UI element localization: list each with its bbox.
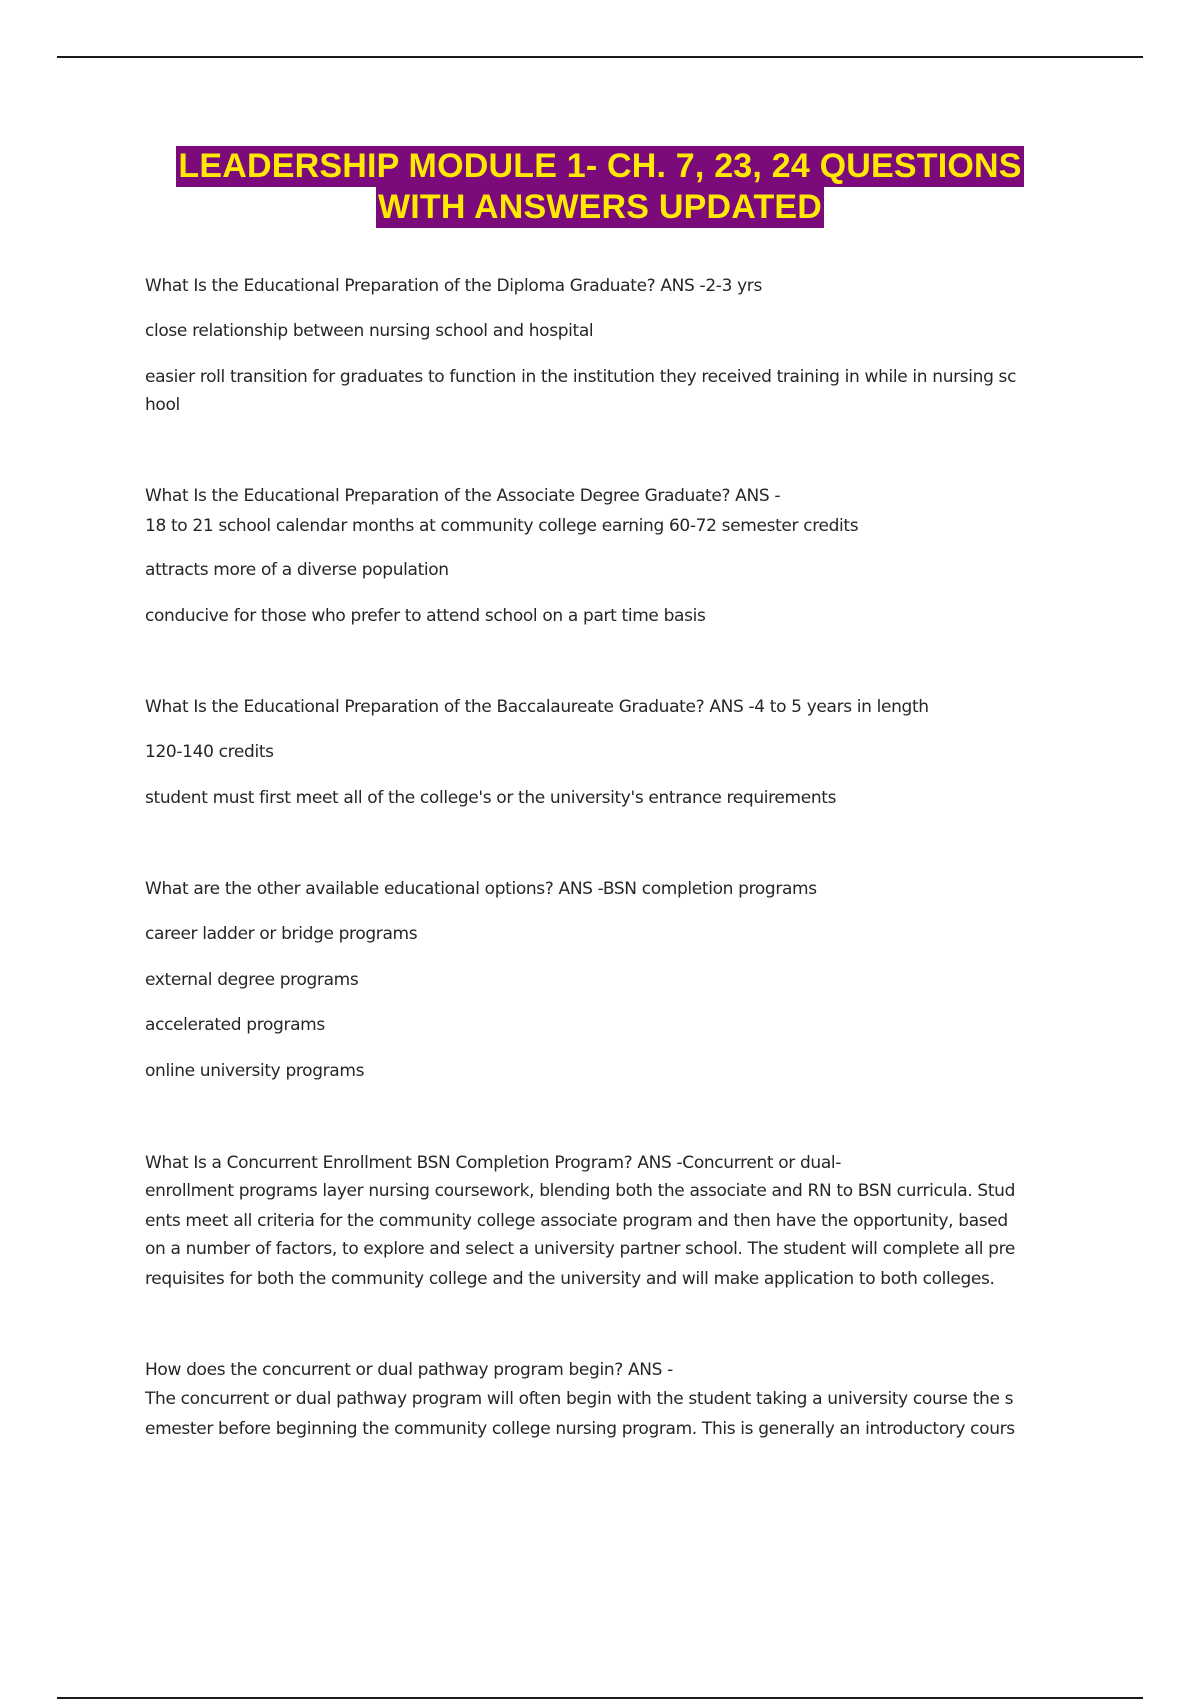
question-concurrent-enrollment: What Is a Concurrent Enrollment BSN Completion Program? ANS -Concurrent or dual- (145, 1153, 842, 1173)
answer-line: close relationship between nursing school and hospital (145, 321, 594, 341)
answer-line: student must first meet all of the college's or the university's entrance requirements (145, 788, 837, 808)
answer-line: external degree programs (145, 970, 359, 990)
answer-line: requisites for both the community college and the university and will make application to both colleges. (145, 1269, 995, 1289)
answer-line: ents meet all criteria for the community college associate program and then have the opportunity, based (145, 1211, 1008, 1231)
title-line-2: WITH ANSWERS UPDATED (377, 188, 823, 226)
answer-line: enrollment programs layer nursing coursework, blending both the associate and RN to BSN curricula. Stud (145, 1181, 1016, 1201)
answer-line: easier roll transition for graduates to function in the institution they received training in while in nursing sc (145, 367, 1017, 387)
answer-line: 18 to 21 school calendar months at community college earning 60-72 semester credits (145, 516, 859, 536)
answer-line: online university programs (145, 1061, 365, 1081)
answer-line: hool (145, 395, 180, 415)
question-diploma: What Is the Educational Preparation of the Diploma Graduate? ANS -2-3 yrs (145, 276, 762, 296)
bottom-rule (57, 1697, 1143, 1699)
question-baccalaureate: What Is the Educational Preparation of the Baccalaureate Graduate? ANS -4 to 5 years in length (145, 697, 929, 717)
top-rule (57, 56, 1143, 58)
answer-line: career ladder or bridge programs (145, 924, 418, 944)
answer-line: on a number of factors, to explore and select a university partner school. The student will complete all pre (145, 1239, 1015, 1259)
answer-line: emester before beginning the community college nursing program. This is generally an introductory cours (145, 1419, 1015, 1439)
answer-line: 120-140 credits (145, 742, 274, 762)
question-dual-pathway: How does the concurrent or dual pathway program begin? ANS - (145, 1360, 673, 1380)
answer-line: The concurrent or dual pathway program will often begin with the student taking a university course the s (145, 1389, 1014, 1409)
question-associate: What Is the Educational Preparation of the Associate Degree Graduate? ANS - (145, 486, 781, 506)
title-line-1: LEADERSHIP MODULE 1- CH. 7, 23, 24 QUESTIONS (178, 147, 1022, 185)
question-other-options: What are the other available educational options? ANS -BSN completion programs (145, 879, 817, 899)
answer-line: accelerated programs (145, 1015, 325, 1035)
answer-line: conducive for those who prefer to attend school on a part time basis (145, 606, 706, 626)
page-title (0, 146, 1200, 228)
answer-line: attracts more of a diverse population (145, 560, 449, 580)
